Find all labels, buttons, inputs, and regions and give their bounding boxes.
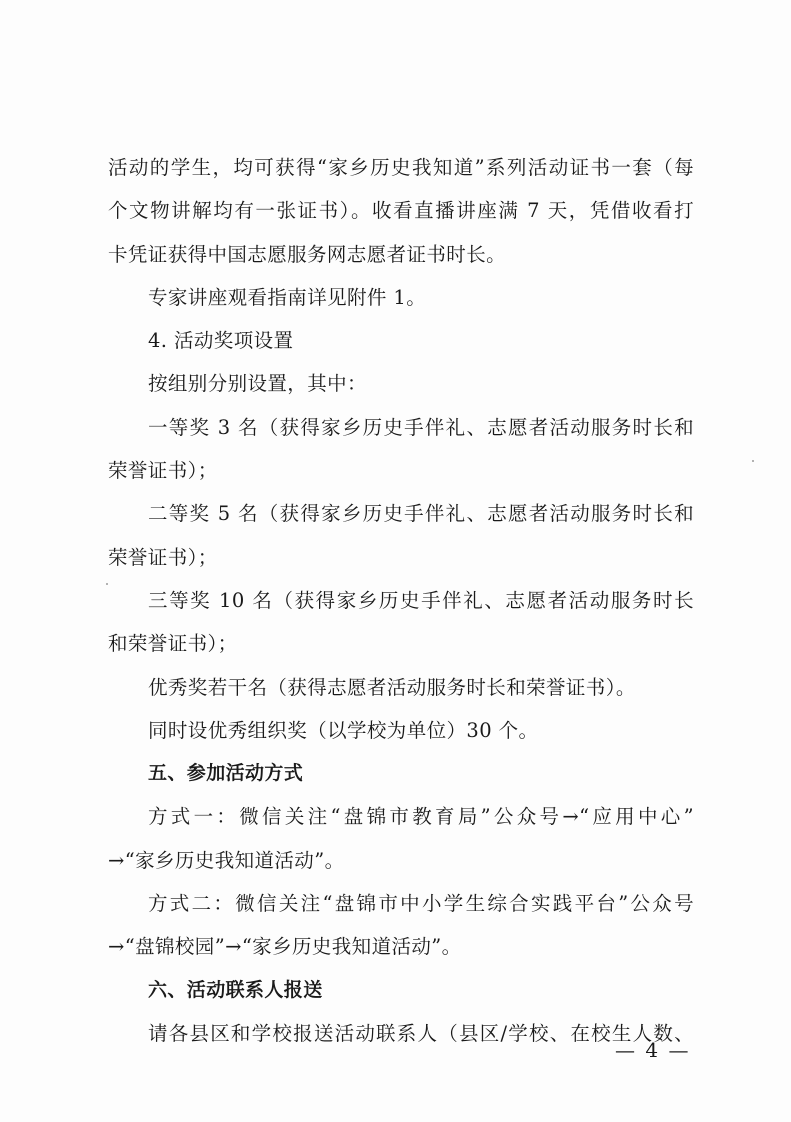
award-third-line: 三等奖 10 名（获得家乡历史手伴礼、志愿者活动服务时长 [148,588,694,612]
page-number: — 4 — [615,1038,691,1062]
document-body [108,146,694,1055]
method-one-line: 方式一：微信关注“盘锦市教育局”公众号→“应用中心” [148,805,694,829]
paragraph-line: 专家讲座观看指南详见附件 1。 [148,285,427,309]
paragraph-line: 个文物讲解均有一张证书）。收看直播讲座满 7 天，凭借收看打 [108,199,694,223]
subsection-heading: 4. 活动奖项设置 [148,329,294,353]
method-two-line: 方式二：微信关注“盘锦市中小学生综合实践平台”公众号 [148,892,694,916]
award-third-line-cont: 和荣誉证书）； [108,632,238,656]
award-first-line-cont: 荣誉证书）； [108,459,218,483]
section-heading-contacts: 六、活动联系人报送 [148,978,323,1001]
award-excellence-line: 优秀奖若干名（获得志愿者活动服务时长和荣誉证书）。 [148,675,636,699]
award-second-line: 二等奖 5 名（获得家乡历史手伴礼、志愿者活动服务时长和 [148,502,694,526]
award-first-line: 一等奖 3 名（获得家乡历史手伴礼、志愿者活动服务时长和 [148,415,694,439]
paragraph-line: 请各县区和学校报送活动联系人（县区/学校、在校生人数、 [148,1021,694,1045]
method-one-line-cont: →“家乡历史我知道活动”。 [108,848,345,872]
method-two-line-cont: →“盘锦校园”→“家乡历史我知道活动”。 [108,935,462,959]
paragraph-line: 按组别分别设置，其中： [148,372,367,396]
scan-speck [752,460,754,462]
award-second-line-cont: 荣誉证书）； [108,545,218,569]
award-organization-line: 同时设优秀组织奖（以学校为单位）30 个。 [148,718,539,742]
scan-speck [106,583,108,585]
paragraph-line: 活动的学生，均可获得“家乡历史我知道”系列活动证书一套（每 [108,156,694,179]
paragraph-line: 卡凭证获得中国志愿服务网志愿者证书时长。 [108,242,507,266]
section-heading-participation: 五、参加活动方式 [148,762,304,785]
